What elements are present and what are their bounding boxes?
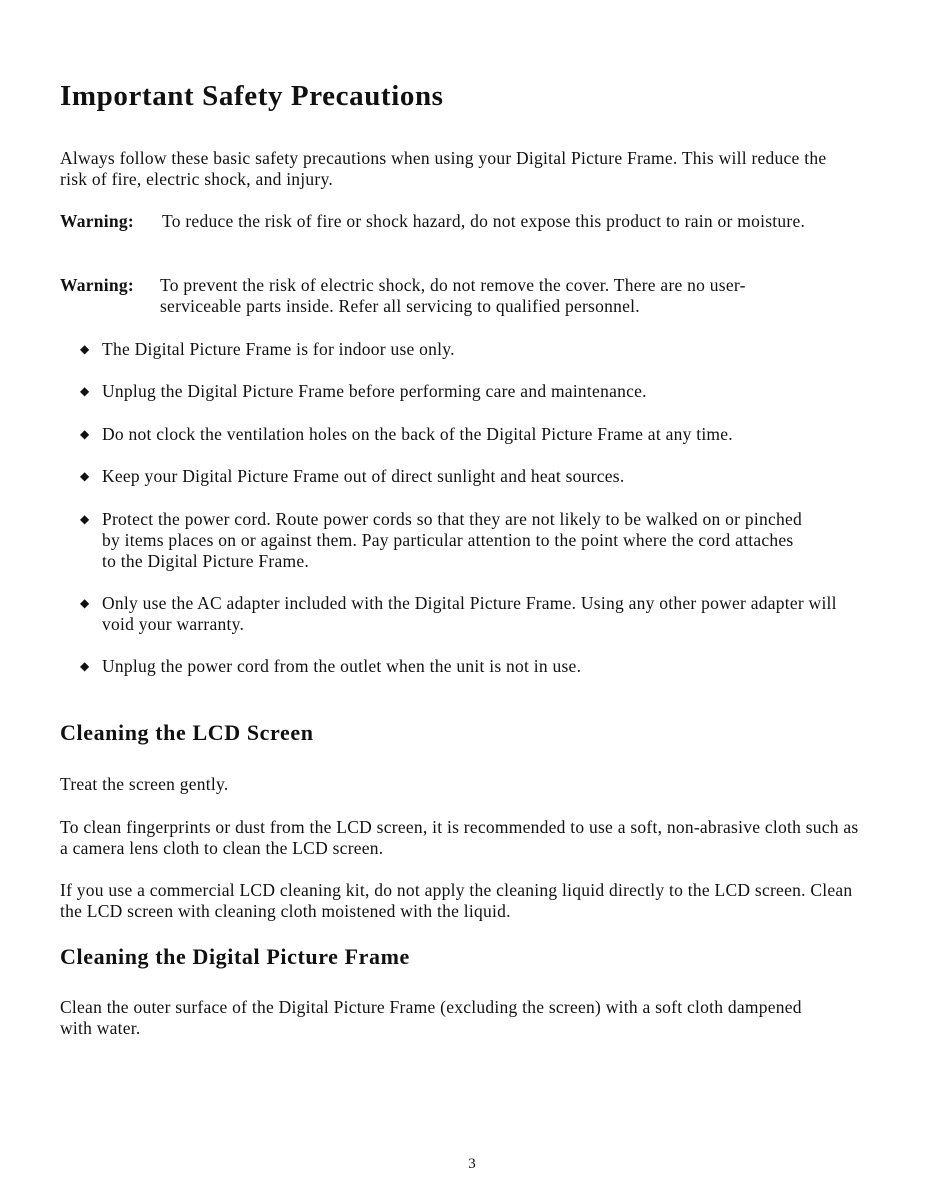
list-item-text: Only use the AC adapter included with the Digital Picture Frame. Using any other power adapter will void your warranty. — [102, 593, 837, 634]
warning-label: Warning: — [60, 211, 134, 231]
list-item-text: Protect the power cord. Route power cords so that they are not likely to be walked on or pinched by items places on or against them. Pay particular attention to the point where the cord attaches to the Digital Picture Frame. — [102, 509, 802, 571]
page-title: Important Safety Precautions — [60, 80, 444, 112]
warning-text: To reduce the risk of fire or shock hazard, do not expose this product to rain or moisture. — [162, 211, 806, 231]
bullet-icon: ◆ — [80, 384, 90, 398]
lcd-paragraph: Treat the screen gently. — [60, 774, 229, 794]
bullet-icon: ◆ — [80, 469, 90, 483]
intro-paragraph: Always follow these basic safety precautions when using your Digital Picture Frame. This will reduce the risk of fire, electric shock, and injury. — [60, 148, 827, 189]
page-number: 3 — [468, 1156, 476, 1172]
list-item-text: Do not clock the ventilation holes on the back of the Digital Picture Frame at any time. — [102, 424, 733, 444]
lcd-section-heading: Cleaning the LCD Screen — [60, 720, 314, 745]
bullet-icon: ◆ — [80, 512, 90, 526]
list-item-text: Unplug the Digital Picture Frame before performing care and maintenance. — [102, 381, 647, 401]
bullet-icon: ◆ — [80, 342, 90, 356]
bullet-icon: ◆ — [80, 596, 90, 610]
lcd-paragraph: To clean fingerprints or dust from the LCD screen, it is recommended to use a soft, non-abrasive cloth such as a camera lens cloth to clean the LCD screen. — [60, 817, 859, 858]
bullet-icon: ◆ — [80, 659, 90, 673]
warning-label: Warning: — [60, 275, 134, 295]
warning-text: To prevent the risk of electric shock, do not remove the cover. There are no user-serviceable parts inside. Refer all servicing to qualified personnel. — [160, 275, 746, 316]
list-item-text: Keep your Digital Picture Frame out of direct sunlight and heat sources. — [102, 466, 625, 486]
lcd-paragraph: If you use a commercial LCD cleaning kit, do not apply the cleaning liquid directly to the LCD screen. Clean the LCD screen with cleaning cloth moistened with the liquid. — [60, 880, 853, 921]
bullet-icon: ◆ — [80, 427, 90, 441]
frame-paragraph: Clean the outer surface of the Digital Picture Frame (excluding the screen) with a soft cloth dampened with water. — [60, 997, 802, 1038]
list-item-text: Unplug the power cord from the outlet when the unit is not in use. — [102, 656, 582, 676]
list-item-text: The Digital Picture Frame is for indoor use only. — [102, 339, 455, 359]
frame-section-heading: Cleaning the Digital Picture Frame — [60, 944, 410, 969]
